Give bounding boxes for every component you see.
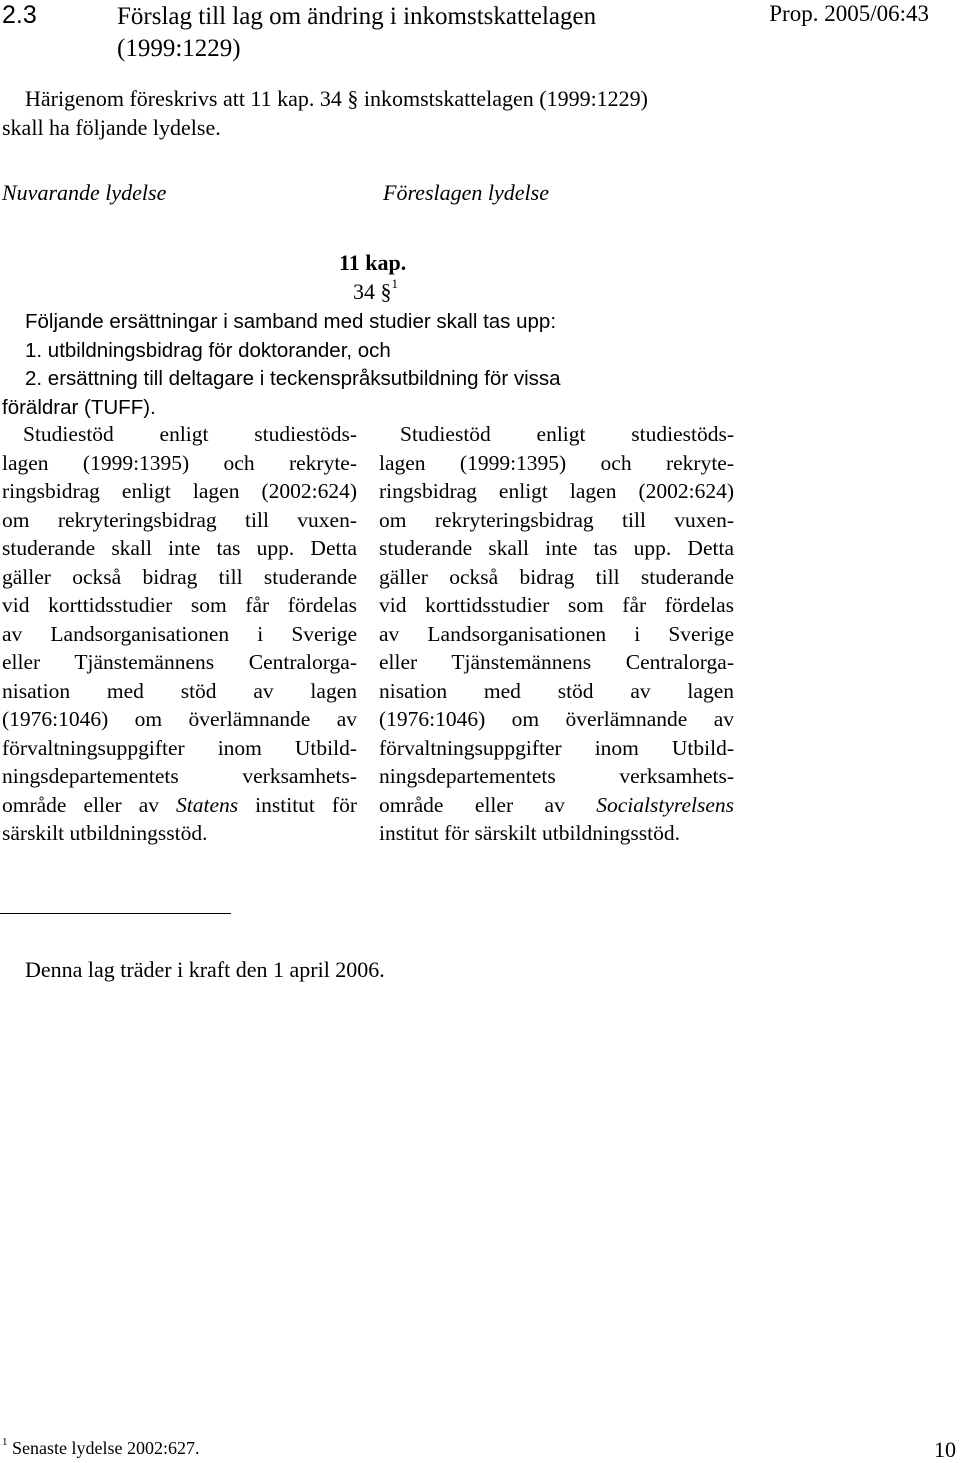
footnote (2, 1438, 199, 1459)
current-wording-heading: Nuvarande lydelse (2, 180, 167, 205)
proposed-line: studerande skall inte tas upp. Detta (379, 536, 734, 560)
proposed-line: av Landsorganisationen i Sverige (379, 621, 734, 646)
proposed-line: om rekryteringsbidrag till vuxen- (379, 507, 734, 532)
current-line: ningsdepartementets verksamhets- (2, 764, 357, 788)
proposed-line: nisation med stöd av lagen (379, 678, 734, 703)
proposition-number: Prop. 2005/06:43 (769, 1, 929, 26)
current-line (2, 791, 357, 820)
paragraph-heading (353, 276, 398, 305)
current-wording-text (2, 420, 357, 848)
proposed-line: ningsdepartementets verksamhets- (379, 764, 734, 788)
proposed-line-14-start: område eller av (379, 792, 597, 817)
current-line-14-start: område eller av (2, 792, 177, 817)
proposed-line: vid korttidsstudier som får fördelas (379, 593, 734, 617)
footnote-text: Senaste lydelse 2002:627. (7, 1438, 200, 1458)
shared-text (2, 308, 561, 422)
intro-paragraph (2, 84, 649, 142)
section-number: 2.3 (2, 1, 37, 29)
paragraph-label: 34 § (353, 279, 392, 304)
proposed-line: (1976:1046) om överlämnande av (379, 707, 734, 731)
page-number: 10 (934, 1437, 956, 1462)
intro-line-2: skall ha följande lydelse. (2, 115, 221, 140)
shared-line-3: 2. ersättning till deltagare i teckenspråksutbildning för vissa (25, 367, 561, 390)
current-line: särskilt utbildningsstöd. (2, 821, 208, 845)
proposed-wording-text (379, 420, 734, 848)
shared-line-2: 1. utbildningsbidrag för doktorander, och (25, 338, 391, 362)
shared-line-1: Följande ersättningar i samband med studier skall tas upp: (25, 310, 557, 333)
current-line: Studiestöd enligt studiestöds- (23, 422, 357, 446)
current-line-14-end: institut för (238, 792, 357, 817)
proposed-line: gäller också bidrag till studerande (379, 564, 734, 589)
current-line: (1976:1046) om överlämnande av (2, 707, 357, 731)
proposed-line: förvaltningsuppgifter inom Utbild- (379, 735, 734, 760)
current-line: lagen (1999:1395) och rekryte- (2, 450, 357, 475)
current-line: vid korttidsstudier som får fördelas (2, 593, 357, 617)
proposed-line: eller Tjänstemännens Centralorga- (379, 650, 734, 674)
section-title: Förslag till lag om ändring i inkomstskattelagen (1999:1229) (117, 3, 597, 62)
proposed-line: institut för särskilt utbildningsstöd. (379, 821, 681, 845)
proposed-line (379, 791, 734, 820)
changed-word-proposed: Socialstyrelsens (596, 792, 734, 817)
changed-word-current: Statens (176, 792, 239, 817)
current-line: gäller också bidrag till studerande (2, 564, 357, 589)
current-line: studerande skall inte tas upp. Detta (2, 536, 357, 560)
footnote-reference: 1 (391, 276, 398, 291)
proposed-line: lagen (1999:1395) och rekryte- (379, 450, 734, 475)
divider-rule (0, 913, 231, 914)
current-line: nisation med stöd av lagen (2, 678, 357, 703)
current-line: förvaltningsuppgifter inom Utbild- (2, 735, 357, 760)
footnote-marker: 1 (2, 1436, 8, 1448)
current-line: ringsbidrag enligt lagen (2002:624) (2, 479, 357, 503)
chapter-heading: 11 kap. (339, 250, 407, 275)
intro-line-1: Härigenom föreskrivs att 11 kap. 34 § inkomstskattelagen (1999:1229) (25, 86, 649, 111)
current-line: av Landsorganisationen i Sverige (2, 621, 357, 646)
proposed-line: Studiestöd enligt studiestöds- (400, 422, 734, 446)
shared-line-4: föräldrar (TUFF). (2, 395, 156, 419)
current-line: om rekryteringsbidrag till vuxen- (2, 507, 357, 532)
proposed-wording-heading: Föreslagen lydelse (383, 180, 549, 205)
effective-date-text: Denna lag träder i kraft den 1 april 2006. (25, 957, 385, 982)
proposed-line: ringsbidrag enligt lagen (2002:624) (379, 479, 734, 503)
current-line: eller Tjänstemännens Centralorga- (2, 650, 357, 674)
